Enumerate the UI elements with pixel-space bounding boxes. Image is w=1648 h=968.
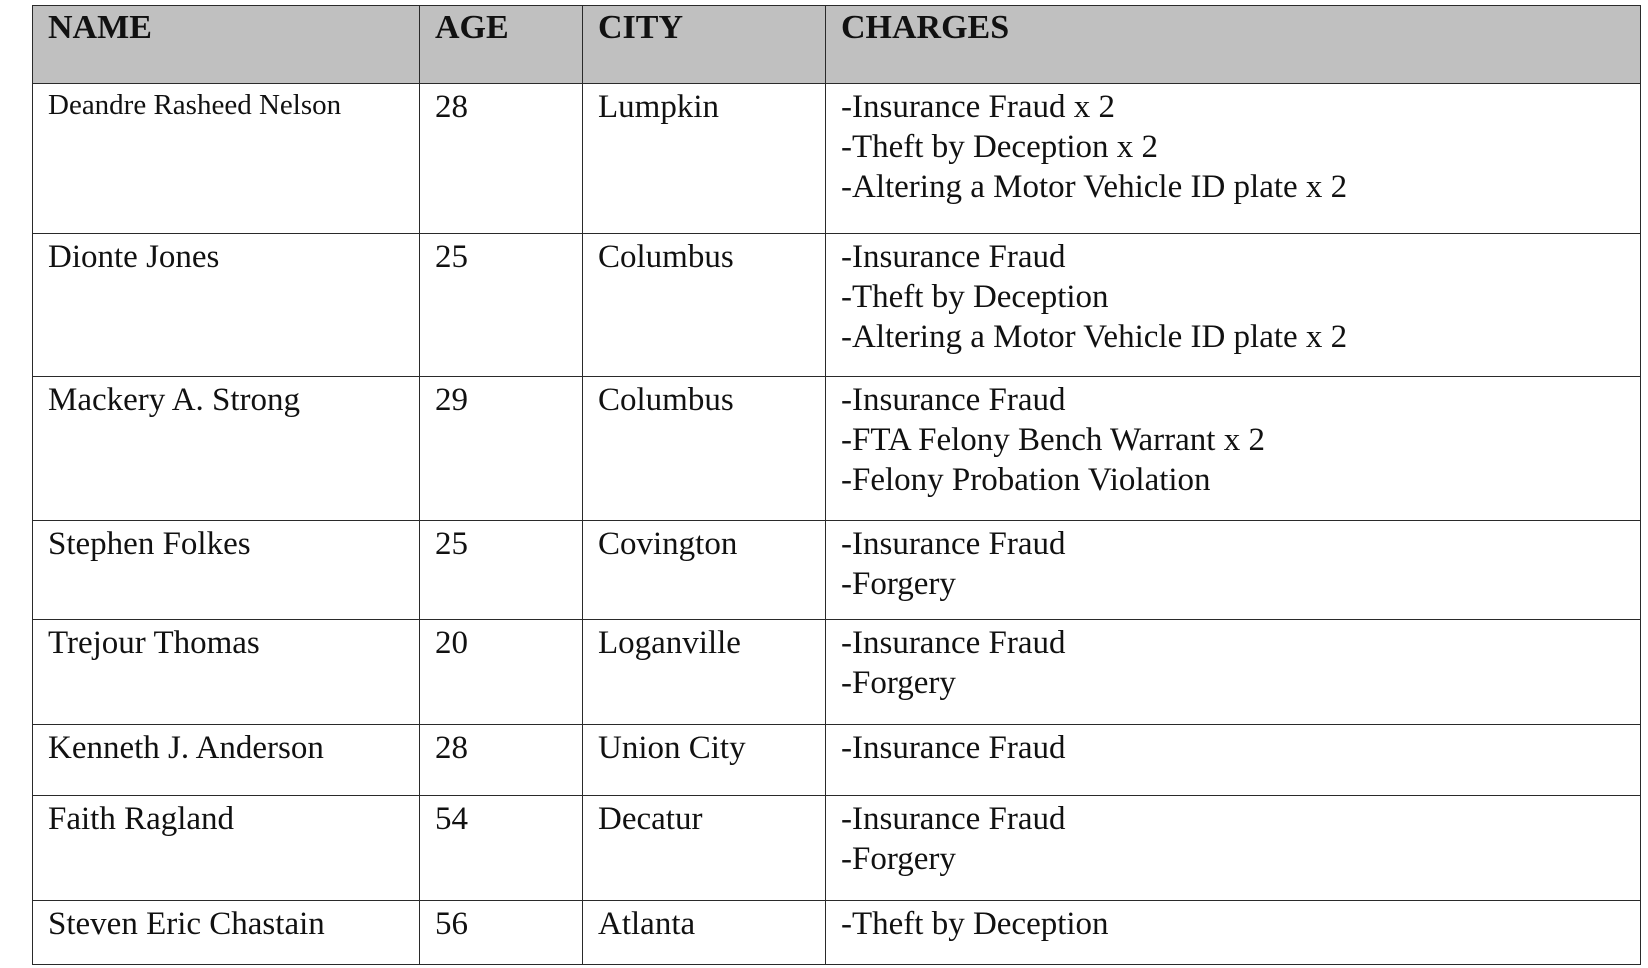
charges-table bbox=[32, 5, 1641, 965]
name-cell: Kenneth J. Anderson bbox=[33, 725, 420, 796]
charge-line: -Altering a Motor Vehicle ID plate x 2 bbox=[841, 319, 1348, 355]
charge-line: -Insurance Fraud bbox=[841, 382, 1066, 418]
charge-line: -Forgery bbox=[841, 566, 956, 602]
name-cell: Mackery A. Strong bbox=[33, 377, 420, 521]
name-cell: Trejour Thomas bbox=[33, 620, 420, 725]
charge-line: -Altering a Motor Vehicle ID plate x 2 bbox=[841, 169, 1348, 205]
city-cell: Lumpkin bbox=[583, 84, 826, 234]
charge-line: -FTA Felony Bench Warrant x 2 bbox=[841, 422, 1265, 458]
table-row bbox=[33, 84, 1641, 234]
table-row bbox=[33, 725, 1641, 796]
table-header-row bbox=[33, 6, 1641, 84]
charges-cell bbox=[826, 901, 1641, 965]
name-cell: Faith Ragland bbox=[33, 796, 420, 901]
name-cell: Steven Eric Chastain bbox=[33, 901, 420, 965]
age-cell: 28 bbox=[420, 725, 583, 796]
charges-cell bbox=[826, 84, 1641, 234]
table-row bbox=[33, 620, 1641, 725]
age-cell: 29 bbox=[420, 377, 583, 521]
table-row bbox=[33, 901, 1641, 965]
charge-line: -Insurance Fraud bbox=[841, 239, 1066, 275]
charges-cell bbox=[826, 620, 1641, 725]
city-cell: Union City bbox=[583, 725, 826, 796]
age-cell: 25 bbox=[420, 521, 583, 620]
name-cell: Stephen Folkes bbox=[33, 521, 420, 620]
charge-line: -Theft by Deception x 2 bbox=[841, 129, 1159, 165]
city-cell: Decatur bbox=[583, 796, 826, 901]
header-name: NAME bbox=[33, 6, 420, 84]
table-row bbox=[33, 234, 1641, 377]
age-cell: 56 bbox=[420, 901, 583, 965]
name-cell: Deandre Rasheed Nelson bbox=[33, 84, 420, 234]
charge-line: -Insurance Fraud bbox=[841, 730, 1066, 766]
city-cell: Covington bbox=[583, 521, 826, 620]
charge-line: -Forgery bbox=[841, 841, 956, 877]
city-cell: Columbus bbox=[583, 377, 826, 521]
charges-cell bbox=[826, 234, 1641, 377]
name-cell: Dionte Jones bbox=[33, 234, 420, 377]
table-row bbox=[33, 796, 1641, 901]
table-row bbox=[33, 377, 1641, 521]
charge-line: -Felony Probation Violation bbox=[841, 462, 1211, 498]
charges-cell bbox=[826, 377, 1641, 521]
charges-cell bbox=[826, 521, 1641, 620]
charge-line: -Insurance Fraud bbox=[841, 625, 1066, 661]
age-cell: 25 bbox=[420, 234, 583, 377]
city-cell: Columbus bbox=[583, 234, 826, 377]
age-cell: 20 bbox=[420, 620, 583, 725]
city-cell: Loganville bbox=[583, 620, 826, 725]
city-cell: Atlanta bbox=[583, 901, 826, 965]
charge-line: -Forgery bbox=[841, 665, 956, 701]
charge-line: -Theft by Deception bbox=[841, 906, 1109, 942]
table-row bbox=[33, 521, 1641, 620]
age-cell: 28 bbox=[420, 84, 583, 234]
header-age: AGE bbox=[420, 6, 583, 84]
charge-line: -Insurance Fraud bbox=[841, 526, 1066, 562]
header-charges: CHARGES bbox=[826, 6, 1641, 84]
charges-cell bbox=[826, 725, 1641, 796]
charge-line: -Insurance Fraud bbox=[841, 801, 1066, 837]
age-cell: 54 bbox=[420, 796, 583, 901]
header-city: CITY bbox=[583, 6, 826, 84]
charge-line: -Insurance Fraud x 2 bbox=[841, 89, 1115, 125]
charge-line: -Theft by Deception bbox=[841, 279, 1109, 315]
charges-cell bbox=[826, 796, 1641, 901]
